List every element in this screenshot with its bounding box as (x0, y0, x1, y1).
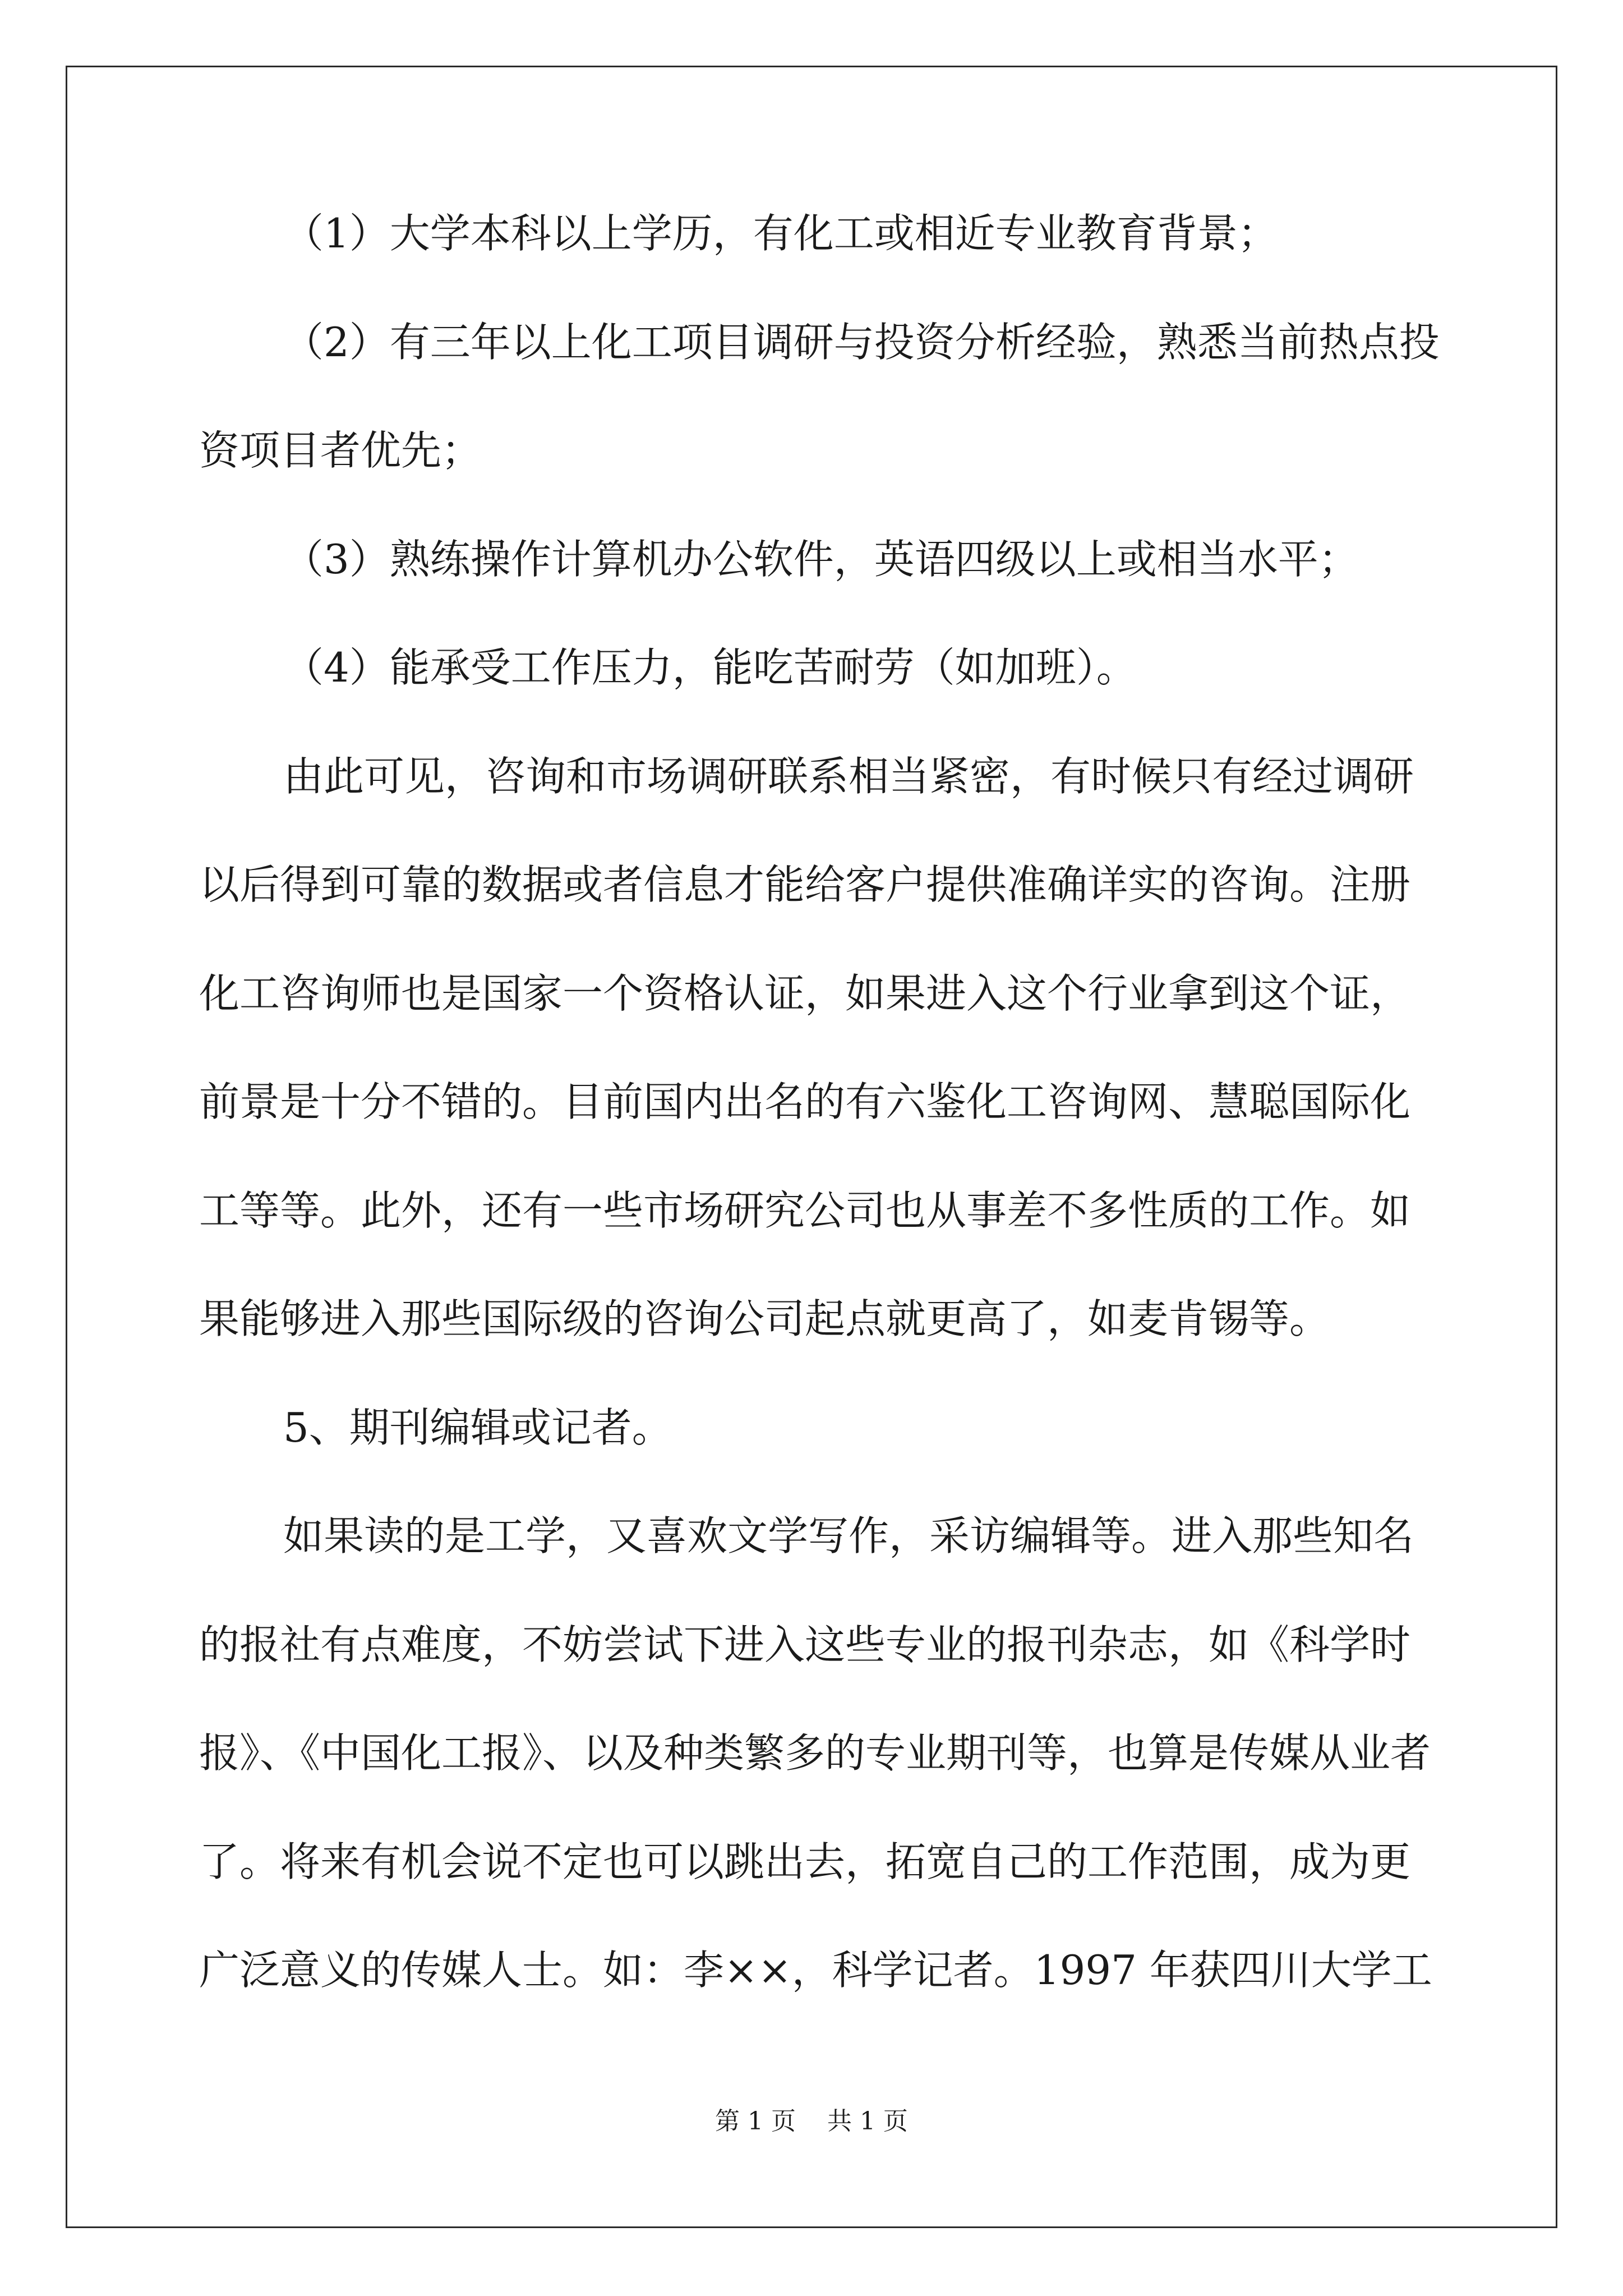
paragraph-line: 由此可见，咨询和市场调研联系相当紧密，有时候只有经过调研 (283, 752, 1414, 800)
paragraph-line: 了。将来有机会说不定也可以跳出去，拓宽自己的工作范围，成为更 (199, 1838, 1411, 1885)
paragraph-line: 以后得到可靠的数据或者信息才能给客户提供准确详实的咨询。注册 (199, 861, 1411, 908)
document-body (199, 210, 1440, 2059)
paragraph-line: （2）有三年以上化工项目调研与投资分析经验，熟悉当前热点投 (283, 318, 1440, 366)
paragraph-line: 广泛意义的传媒人士。如：李××，科学记者。1997 年获四川大学工 (199, 1947, 1432, 1994)
paragraph-line: 果能够进入那些国际级的咨询公司起点就更高了，如麦肯锡等。 (199, 1295, 1330, 1342)
paragraph-line: 工等等。此外，还有一些市场研究公司也从事差不多性质的工作。如 (199, 1186, 1411, 1234)
paragraph-line: （1）大学本科以上学历，有化工或相近专业教育背景； (283, 210, 1278, 257)
section-heading: 5、期刊编辑或记者。 (283, 1404, 672, 1451)
paragraph-line: 化工咨询师也是国家一个资格认证，如果进入这个行业拿到这个证， (199, 969, 1411, 1017)
page-footer: 第 1 页 共 1 页 (715, 2107, 908, 2136)
paragraph-line: （4）能承受工作压力，能吃苦耐劳（如加班）。 (283, 644, 1137, 691)
paragraph-line: 报》、《中国化工报》、以及种类繁多的专业期刊等，也算是传媒从业者 (199, 1729, 1431, 1777)
paragraph-line: 前景是十分不错的。目前国内出名的有六鉴化工咨询网、慧聪国际化 (199, 1078, 1411, 1125)
paragraph-line: 的报社有点难度，不妨尝试下进入这些专业的报刊杂志，如《科学时 (199, 1621, 1411, 1668)
paragraph-line: 如果读的是工学，又喜欢文学写作，采访编辑等。进入那些知名 (283, 1512, 1414, 1559)
paragraph-line: 资项目者优先； (199, 427, 482, 474)
paragraph-line: （3）熟练操作计算机办公软件，英语四级以上或相当水平； (283, 535, 1359, 583)
